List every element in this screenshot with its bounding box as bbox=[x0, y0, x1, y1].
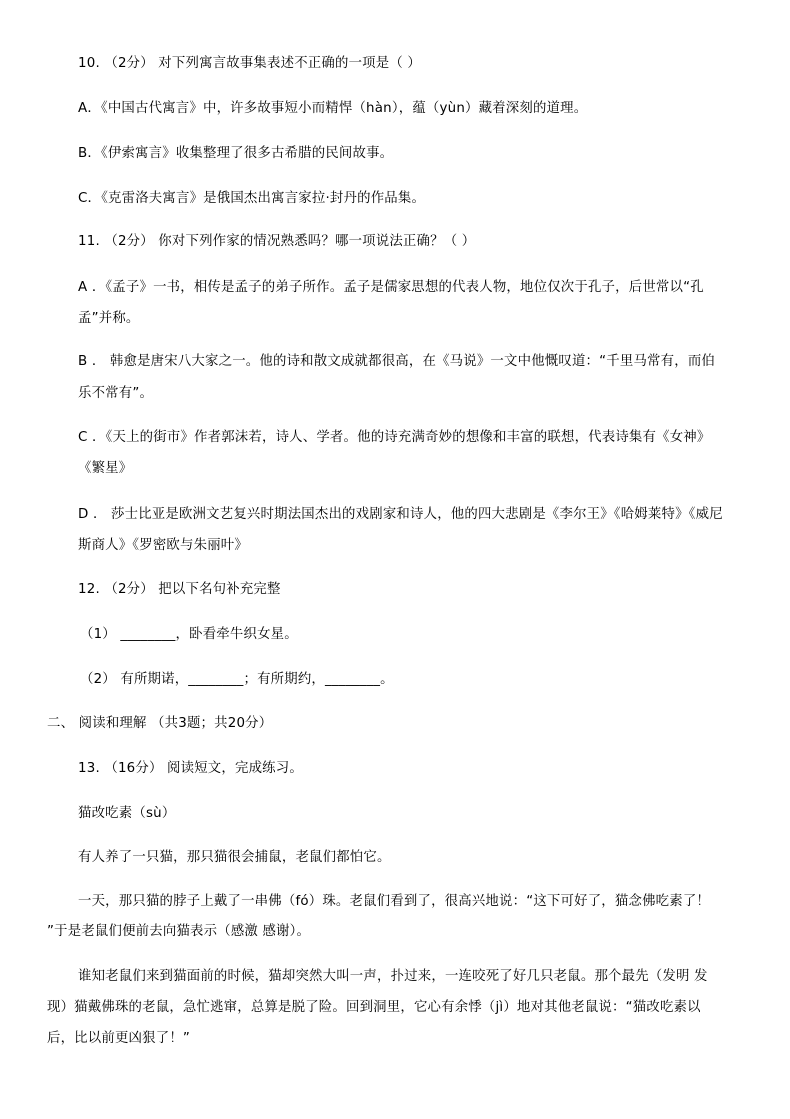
q11-option-c-line2: 《繁星》 bbox=[78, 461, 133, 476]
q11-option-b-line1: B ． 韩愈是唐宋八大家之一。他的诗和散文成就都很高，在《马说》一文中他慨叹道：“千里马常有，而伯 bbox=[78, 354, 716, 369]
q10-option-c: C．《克雷洛夫寓言》是俄国杰出寓言家拉·封丹的作品集。 bbox=[78, 191, 426, 206]
passage-paragraph-2-line2: ”于是老鼠们便前去向猫表示（感激 感谢）。 bbox=[47, 924, 311, 939]
q12-item-2: （2） 有所期诺，________；有所期约，________。 bbox=[80, 672, 394, 687]
q11-stem: 11. （2分） 你对下列作家的情况熟悉吗？哪一项说法正确？（ ） bbox=[78, 234, 476, 249]
q11-option-c-line1: C ．《天上的街市》作者郭沫若，诗人、学者。他的诗充满奇妙的想像和丰富的联想，代表诗集有《女神》 bbox=[78, 430, 711, 445]
q11-option-a-line2: 孟”并称。 bbox=[78, 311, 140, 326]
q12-stem: 12. （2分） 把以下名句补充完整 bbox=[78, 582, 281, 597]
q11-option-b-line2: 乐不常有”。 bbox=[78, 386, 154, 401]
q13-stem: 13. （16分） 阅读短文，完成练习。 bbox=[78, 761, 303, 776]
q11-option-d-line2: 斯商人》《罗密欧与朱丽叶》 bbox=[78, 538, 248, 553]
q10-option-b: B．《伊索寓言》收集整理了很多古希腊的民间故事。 bbox=[78, 146, 394, 161]
passage-paragraph-2-line1: 一天，那只猫的脖子上戴了一串佛（fó）珠。老鼠们看到了，很高兴地说：“这下可好了，猫念佛吃素了！ bbox=[78, 894, 711, 909]
q11-option-d-line1: D ． 莎士比亚是欧洲文艺复兴时期法国杰出的戏剧家和诗人，他的四大悲剧是《李尔王》《哈姆莱特》《威尼 bbox=[78, 507, 723, 522]
q12-item-1: （1） ________，卧看牵牛织女星。 bbox=[80, 627, 298, 642]
passage-title: 猫改吃素（sù） bbox=[78, 806, 176, 821]
passage-paragraph-3-line1: 谁知老鼠们来到猫面前的时候，猫却突然大叫一声，扑过来，一连咬死了好几只老鼠。那个最先（发明 发 bbox=[78, 969, 708, 984]
q10-option-a: A．《中国古代寓言》中，许多故事短小而精悍（hàn），蕴（yùn）藏着深刻的道理。 bbox=[78, 101, 588, 116]
q10-stem: 10. （2分） 对下列寓言故事集表述不正确的一项是（ ） bbox=[78, 56, 421, 71]
passage-paragraph-3-line2: 现）猫戴佛珠的老鼠，急忙逃窜，总算是脱了险。回到洞里，它心有余悸（jì）地对其他老鼠说：“猫改吃素以 bbox=[47, 1000, 701, 1015]
section-2-heading: 二、 阅读和理解 （共3题；共20分） bbox=[47, 716, 273, 731]
passage-paragraph-3-line3: 后，比以前更凶狠了！” bbox=[47, 1031, 191, 1046]
passage-paragraph-1: 有人养了一只猫，那只猫很会捕鼠，老鼠们都怕它。 bbox=[78, 850, 391, 865]
q11-option-a-line1: A ．《孟子》一书，相传是孟子的弟子所作。孟子是儒家思想的代表人物，地位仅次于孔子，后世常以“孔 bbox=[78, 280, 704, 295]
